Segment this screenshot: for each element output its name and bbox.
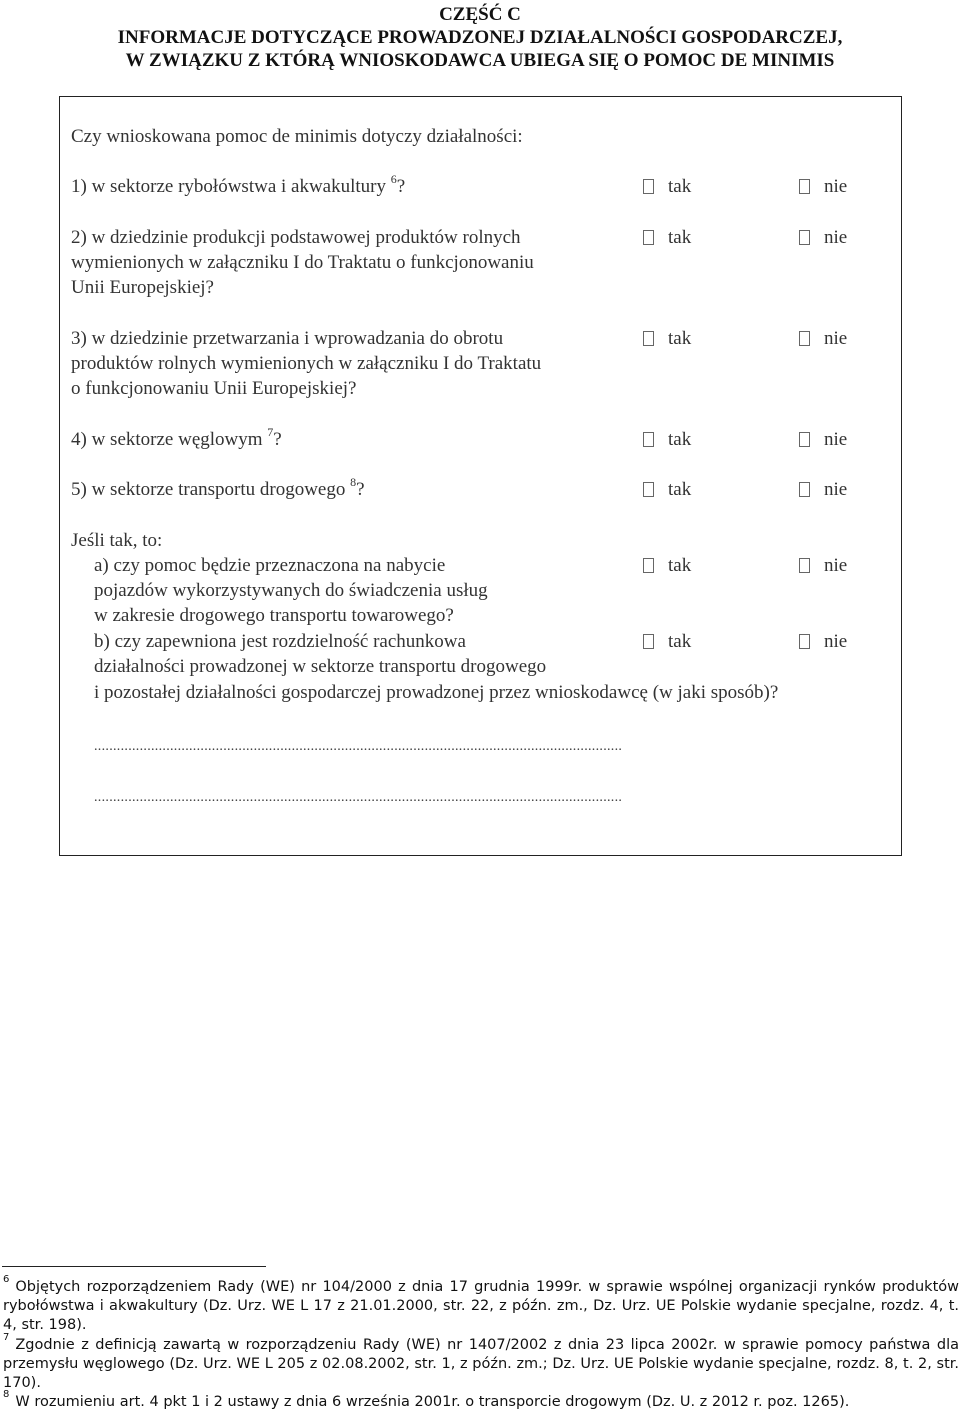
question-5a-line2: pojazdów wykorzystywanych do świadczenia usług bbox=[94, 580, 488, 601]
q5a-no-option[interactable] bbox=[799, 553, 847, 578]
footnote-7-number: 7 bbox=[3, 1332, 10, 1344]
footnote-separator bbox=[2, 1266, 266, 1267]
answer-line-2[interactable]: ........................................................................................................................................... bbox=[94, 790, 623, 805]
question-5-text: 5) w sektorze transportu drogowego bbox=[71, 479, 351, 500]
q5-no-option[interactable] bbox=[799, 477, 847, 502]
question-1 bbox=[71, 171, 406, 199]
q2-yes-option[interactable] bbox=[643, 225, 691, 250]
q3-yes-option[interactable] bbox=[643, 326, 691, 351]
footnote-7-text: Zgodnie z definicją zawartą w rozporządzeniu Rady (WE) nr 1407/2002 z dnia 23 lipca 2002r. w sprawie pomocy państwa dla przemysłu węglowego (Dz. Urz. WE L 205 z 02.08.2002, str. 1, z późn. zm.; Dz. Urz. UE Polskie wydanie specjalne, rozdz. 8, t. 2, str. 170). bbox=[3, 1337, 959, 1391]
q5b-no-checkbox[interactable] bbox=[799, 634, 810, 649]
footnote-ref-6: 6 bbox=[390, 171, 397, 186]
q5-yes-option[interactable] bbox=[643, 477, 691, 502]
question-5 bbox=[71, 474, 365, 502]
q5b-no-label: nie bbox=[824, 631, 848, 652]
question-2-line3: Unii Europejskiej? bbox=[71, 277, 214, 298]
q5b-yes-option[interactable] bbox=[643, 629, 691, 654]
if-yes-label: Jeśli tak, to: bbox=[71, 530, 163, 551]
footnote-ref-7: 7 bbox=[267, 424, 274, 439]
q3-yes-checkbox[interactable] bbox=[643, 331, 654, 346]
q2-yes-label: tak bbox=[668, 227, 692, 248]
q5b-no-option[interactable] bbox=[799, 629, 847, 654]
section-title: CZĘŚĆ C bbox=[439, 4, 521, 25]
footnote-6 bbox=[3, 1274, 959, 1335]
question-5b-line3: i pozostałej działalności gospodarczej prowadzonej przez wnioskodawcę (w jaki sposób)? bbox=[94, 682, 779, 703]
q3-no-label: nie bbox=[824, 328, 848, 349]
q5-no-checkbox[interactable] bbox=[799, 482, 810, 497]
q5-no-label: nie bbox=[824, 479, 848, 500]
question-5a-line1: a) czy pomoc będzie przeznaczona na nabycie bbox=[94, 555, 446, 576]
section-heading-line2: W ZWIĄZKU Z KTÓRĄ WNIOSKODAWCA UBIEGA SIĘ O POMOC DE MINIMIS bbox=[125, 50, 835, 71]
q5b-yes-label: tak bbox=[668, 631, 692, 652]
q5a-yes-option[interactable] bbox=[643, 553, 691, 578]
q1-no-option[interactable] bbox=[799, 174, 847, 199]
q4-yes-checkbox[interactable] bbox=[643, 432, 654, 447]
footnote-6-number: 6 bbox=[3, 1274, 10, 1286]
intro-question: Czy wnioskowana pomoc de minimis dotyczy działalności: bbox=[71, 126, 523, 147]
q3-no-checkbox[interactable] bbox=[799, 331, 810, 346]
question-3-line2: produktów rolnych wymienionych w załączniku I do Traktatu bbox=[71, 353, 542, 374]
q5a-no-label: nie bbox=[824, 555, 848, 576]
q4-yes-option[interactable] bbox=[643, 427, 691, 452]
q5-yes-label: tak bbox=[668, 479, 692, 500]
q3-no-option[interactable] bbox=[799, 326, 847, 351]
answer-line-1[interactable]: ........................................................................................................................................... bbox=[94, 739, 623, 754]
q2-no-checkbox[interactable] bbox=[799, 230, 810, 245]
question-4-text: 4) w sektorze węglowym bbox=[71, 429, 268, 450]
footnote-8 bbox=[3, 1389, 959, 1412]
q1-no-label: nie bbox=[824, 176, 848, 197]
footnote-8-number: 8 bbox=[3, 1389, 10, 1401]
question-1-mark: ? bbox=[396, 176, 406, 197]
question-3-line1: 3) w dziedzinie przetwarzania i wprowadzania do obrotu bbox=[71, 328, 504, 349]
question-2-line1: 2) w dziedzinie produkcji podstawowej produktów rolnych bbox=[71, 227, 521, 248]
question-5a-line3: w zakresie drogowego transportu towarowego? bbox=[94, 605, 454, 626]
q1-no-checkbox[interactable] bbox=[799, 179, 810, 194]
q4-no-label: nie bbox=[824, 429, 848, 450]
question-2-line2: wymienionych w załączniku I do Traktatu o funkcjonowaniu bbox=[71, 252, 534, 273]
question-1-text: 1) w sektorze rybołówstwa i akwakultury bbox=[71, 176, 391, 197]
footnote-7 bbox=[3, 1332, 959, 1393]
q4-no-option[interactable] bbox=[799, 427, 847, 452]
footnote-ref-8: 8 bbox=[350, 474, 357, 489]
section-heading-line1: INFORMACJE DOTYCZĄCE PROWADZONEJ DZIAŁALNOŚCI GOSPODARCZEJ, bbox=[117, 27, 843, 48]
question-5-mark: ? bbox=[356, 479, 365, 500]
q2-no-option[interactable] bbox=[799, 225, 847, 250]
q4-yes-label: tak bbox=[668, 429, 692, 450]
footnote-8-text: W rozumieniu art. 4 pkt 1 i 2 ustawy z dnia 6 września 2001r. o transporcie drogowym (Dz. U. z 2012 r. poz. 1265). bbox=[15, 1394, 850, 1410]
q4-no-checkbox[interactable] bbox=[799, 432, 810, 447]
q3-yes-label: tak bbox=[668, 328, 692, 349]
q1-yes-option[interactable] bbox=[643, 174, 691, 199]
question-3-line3: o funkcjonowaniu Unii Europejskiej? bbox=[71, 378, 357, 399]
q2-no-label: nie bbox=[824, 227, 848, 248]
q5a-yes-label: tak bbox=[668, 555, 692, 576]
q1-yes-label: tak bbox=[668, 176, 692, 197]
footnote-6-text: Objętych rozporządzeniem Rady (WE) nr 104/2000 z dnia 17 grudnia 1999r. w sprawie wspólnej organizacji rynków produktów rybołówstwa i akwakultury (Dz. Urz. WE L 17 z 21.01.2000, str. 22, z późn. zm., Dz. Urz. UE Polskie wydanie specjalne, rozdz. 4, t. 4, str. 198). bbox=[3, 1279, 959, 1333]
question-4-mark: ? bbox=[273, 429, 282, 450]
q1-yes-checkbox[interactable] bbox=[643, 179, 654, 194]
q5b-yes-checkbox[interactable] bbox=[643, 634, 654, 649]
q2-yes-checkbox[interactable] bbox=[643, 230, 654, 245]
question-4 bbox=[71, 424, 282, 452]
question-5b-line1: b) czy zapewniona jest rozdzielność rachunkowa bbox=[94, 631, 466, 652]
q5-yes-checkbox[interactable] bbox=[643, 482, 654, 497]
q5a-no-checkbox[interactable] bbox=[799, 558, 810, 573]
q5a-yes-checkbox[interactable] bbox=[643, 558, 654, 573]
question-5b-line2: działalności prowadzonej w sektorze transportu drogowego bbox=[94, 656, 547, 677]
